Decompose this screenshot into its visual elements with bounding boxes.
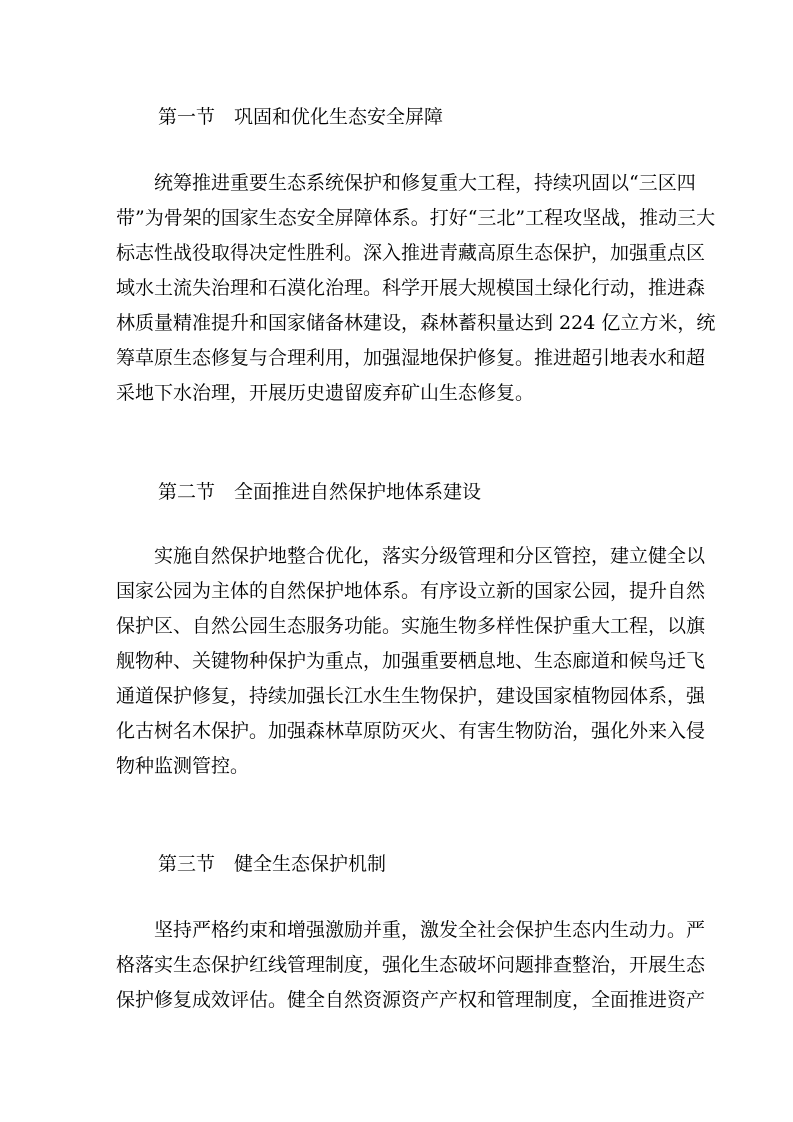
- section-1-paragraph: [116, 166, 716, 411]
- paragraph-line: 标志性战役取得决定性胜利。深入推进青藏高原生态保护，加强重点区: [116, 242, 706, 264]
- section-3-paragraph: [116, 913, 706, 1018]
- section-1-heading: 第一节 巩固和优化生态安全屏障: [158, 106, 444, 128]
- paragraph-line: 国家公园为主体的自然保护地体系。有序设立新的国家公园，提升自然: [116, 580, 706, 602]
- paragraph-line: 格落实生态保护红线管理制度，强化生态破坏问题排查整治，开展生态: [116, 954, 706, 976]
- paragraph-line: 保护修复成效评估。健全自然资源资产产权和管理制度，全面推进资产: [116, 989, 706, 1011]
- paragraph-line: 域水土流失治理和石漠化治理。科学开展大规模国土绿化行动，推进森: [116, 277, 706, 299]
- section-2-heading: 第二节 全面推进自然保护地体系建设: [158, 481, 482, 503]
- paragraph-line: 坚持严格约束和增强激励并重，激发全社会保护生态内生动力。严: [154, 919, 706, 941]
- paragraph-line: 林质量精准提升和国家储备林建设，森林蓄积量达到 224 亿立方米，统: [116, 312, 716, 334]
- paragraph-line: 通道保护修复，持续加强长江水生生物保护，建设国家植物园体系，强: [116, 685, 706, 707]
- paragraph-line: 保护区、自然公园生态服务功能。实施生物多样性保护重大工程，以旗: [116, 615, 706, 637]
- paragraph-line: 筹草原生态修复与合理利用，加强湿地保护修复。推进超引地表水和超: [116, 347, 706, 369]
- paragraph-line: 采地下水治理，开展历史遗留废弃矿山生态修复。: [116, 382, 535, 404]
- paragraph-line: 化古树名木保护。加强森林草原防灭火、有害生物防治，强化外来入侵: [116, 720, 706, 742]
- paragraph-line: 实施自然保护地整合优化，落实分级管理和分区管控，建立健全以: [154, 545, 706, 567]
- paragraph-line: 舰物种、关键物种保护为重点，加强重要栖息地、生态廊道和候鸟迁飞: [116, 650, 706, 672]
- section-3-heading: 第三节 健全生态保护机制: [158, 853, 387, 875]
- paragraph-line: 统筹推进重要生态系统保护和修复重大工程，持续巩固以“三区四: [154, 172, 696, 194]
- paragraph-line: 带”为骨架的国家生态安全屏障体系。打好“三北”工程攻坚战，推动三大: [116, 207, 716, 229]
- section-2-paragraph: [116, 539, 706, 784]
- paragraph-line: 物种监测管控。: [116, 755, 250, 777]
